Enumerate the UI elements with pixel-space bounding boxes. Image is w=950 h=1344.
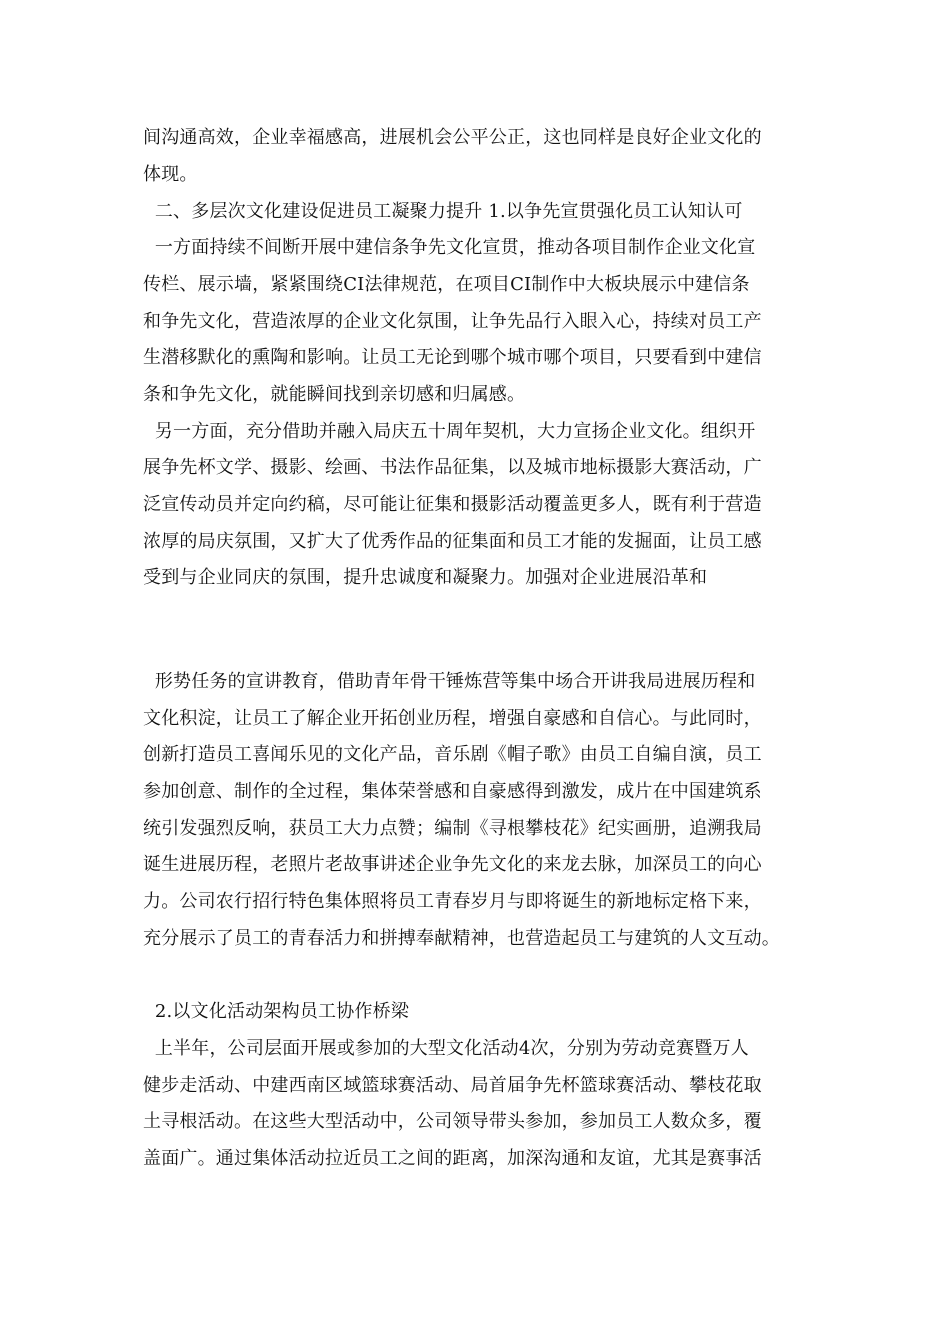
section-heading: 二、多层次文化建设促进员工凝聚力提升 1.以争先宣贯强化员工认知认可	[143, 201, 743, 222]
text-line: 另一方面，充分借助并融入局庆五十周年契机，大力宣扬企业文化。组织开	[143, 421, 756, 442]
text-line: 力。公司农行招行特色集体照将员工青春岁月与即将诞生的新地标定格下来，	[143, 891, 762, 912]
text-line: 体现。	[143, 164, 198, 185]
text-line: 浓厚的局庆氛围，又扩大了优秀作品的征集面和员工才能的发掘面，让员工感	[143, 531, 762, 552]
text-line: 上半年，公司层面开展或参加的大型文化活动4次，分别为劳动竞赛暨万人	[143, 1038, 749, 1059]
text-line: 间沟通高效，企业幸福感高，进展机会公平公正，这也同样是良好企业文化的	[143, 127, 762, 148]
text-line: 文化积淀，让员工了解企业开拓创业历程，增强自豪感和自信心。与此同时，	[143, 708, 762, 729]
text-line: 泛宣传动员并定向约稿，尽可能让征集和摄影活动覆盖更多人，既有利于营造	[143, 494, 762, 515]
text-line: 形势任务的宣讲教育，借助青年骨干锤炼营等集中场合开讲我局进展历程和	[143, 671, 756, 692]
text-line: 和争先文化，营造浓厚的企业文化氛围，让争先品行入眼入心，持续对员工产	[143, 311, 762, 332]
text-line: 一方面持续不间断开展中建信条争先文化宣贯，推动各项目制作企业文化宣	[143, 237, 756, 258]
text-line: 受到与企业同庆的氛围，提升忠诚度和凝聚力。加强对企业进展沿革和	[143, 567, 708, 588]
text-line: 传栏、展示墙，紧紧围绕CI法律规范，在项目CI制作中大板块展示中建信条	[143, 274, 750, 295]
section-heading: 2.以文化活动架构员工协作桥梁	[143, 1001, 410, 1022]
text-line: 展争先杯文学、摄影、绘画、书法作品征集，以及城市地标摄影大赛活动，广	[143, 457, 762, 478]
text-line: 参加创意、制作的全过程，集体荣誉感和自豪感得到激发，成片在中国建筑系	[143, 781, 762, 802]
text-line: 盖面广。通过集体活动拉近员工之间的距离，加深沟通和友谊，尤其是赛事活	[143, 1148, 762, 1169]
text-line: 统引发强烈反响，获员工大力点赞；编制《寻根攀枝花》纪实画册，追溯我局	[143, 818, 762, 839]
text-line: 诞生进展历程，老照片老故事讲述企业争先文化的来龙去脉，加深员工的向心	[143, 854, 762, 875]
text-line: 生潜移默化的熏陶和影响。让员工无论到哪个城市哪个项目，只要看到中建信	[143, 347, 762, 368]
text-line: 充分展示了员工的青春活力和拼搏奉献精神，也营造起员工与建筑的人文互动。	[143, 928, 780, 949]
text-line: 创新打造员工喜闻乐见的文化产品，音乐剧《帽子歌》由员工自编自演，员工	[143, 744, 762, 765]
text-line: 条和争先文化，就能瞬间找到亲切感和归属感。	[143, 384, 526, 405]
text-line: 健步走活动、中建西南区域篮球赛活动、局首届争先杯篮球赛活动、攀枝花取	[143, 1075, 762, 1096]
text-line: 土寻根活动。在这些大型活动中，公司领导带头参加，参加员工人数众多，覆	[143, 1111, 762, 1132]
